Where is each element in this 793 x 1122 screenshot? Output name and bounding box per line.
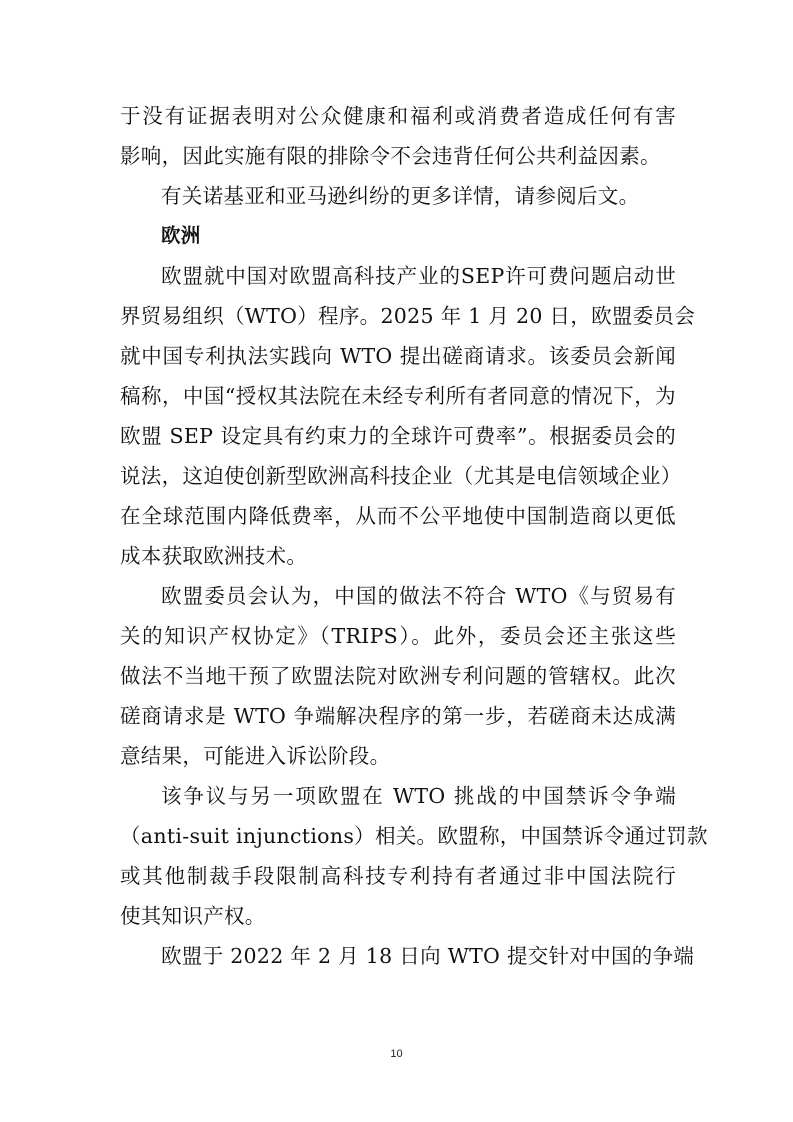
text-line: 成本获取欧洲技术。 xyxy=(120,544,308,568)
text-line: 于没有证据表明对公众健康和福利或消费者造成任何有害 xyxy=(120,104,676,128)
text-line: 在全球范围内降低费率，从而不公平地使中国制造商以更低 xyxy=(120,504,676,528)
text-line: 该争议与另一项欧盟在 WTO 挑战的中国禁诉令争端 xyxy=(161,784,676,808)
text-line: 界贸易组织（WTO）程序。2025 年 1 月 20 日，欧盟委员会 xyxy=(120,304,696,328)
text-line: 就中国专利执法实践向 WTO 提出磋商请求。该委员会新闻 xyxy=(120,344,676,368)
paragraph-anti-suit xyxy=(120,776,708,936)
text-line: 说法，这迫使创新型欧洲高科技企业（尤其是电信领域企业） xyxy=(120,464,682,488)
text-line: 影响，因此实施有限的排除令不会违背任何公共利益因素。 xyxy=(120,144,661,168)
text-line: 意结果，可能进入诉讼阶段。 xyxy=(120,744,391,768)
text-line: 关的知识产权协定》（TRIPS）。此外，委员会还主张这些 xyxy=(120,624,676,648)
paragraph-dispute-filing xyxy=(120,936,695,976)
text-line: 使其知识产权。 xyxy=(120,904,266,928)
text-line: 或其他制裁手段限制高科技专利持有者通过非中国法院行 xyxy=(120,864,676,888)
text-line: 欧盟于 2022 年 2 月 18 日向 WTO 提交针对中国的争端 xyxy=(161,944,695,968)
page-number: 10 xyxy=(390,1048,403,1060)
paragraph-trips xyxy=(120,576,676,776)
section-heading-text: 欧洲 xyxy=(161,224,201,247)
text-line: 稿称，中国“授权其法院在未经专利所有者同意的情况下，为 xyxy=(120,384,676,408)
text-line: 做法不当地干预了欧盟法院对欧洲专利问题的管辖权。此次 xyxy=(120,664,676,688)
section-heading xyxy=(120,216,676,256)
text-line: 欧盟就中国对欧盟高科技产业的SEP许可费问题启动世 xyxy=(161,264,676,288)
text-line: （anti-suit injunctions）相关。欧盟称，中国禁诉令通过罚款 xyxy=(120,824,708,848)
paragraph-reference-note xyxy=(120,176,676,216)
text-line: 欧盟 SEP 设定具有约束力的全球许可费率”。根据委员会的 xyxy=(120,424,676,448)
paragraph-continuation xyxy=(120,96,676,176)
paragraph-wto-procedure xyxy=(120,256,696,576)
text-line: 磋商请求是 WTO 争端解决程序的第一步，若磋商未达成满 xyxy=(120,704,676,728)
page-body xyxy=(120,96,708,976)
text-line: 欧盟委员会认为，中国的做法不符合 WTO《与贸易有 xyxy=(161,584,676,608)
text-line: 有关诺基亚和亚马逊纠纷的更多详情，请参阅后文。 xyxy=(161,184,640,208)
